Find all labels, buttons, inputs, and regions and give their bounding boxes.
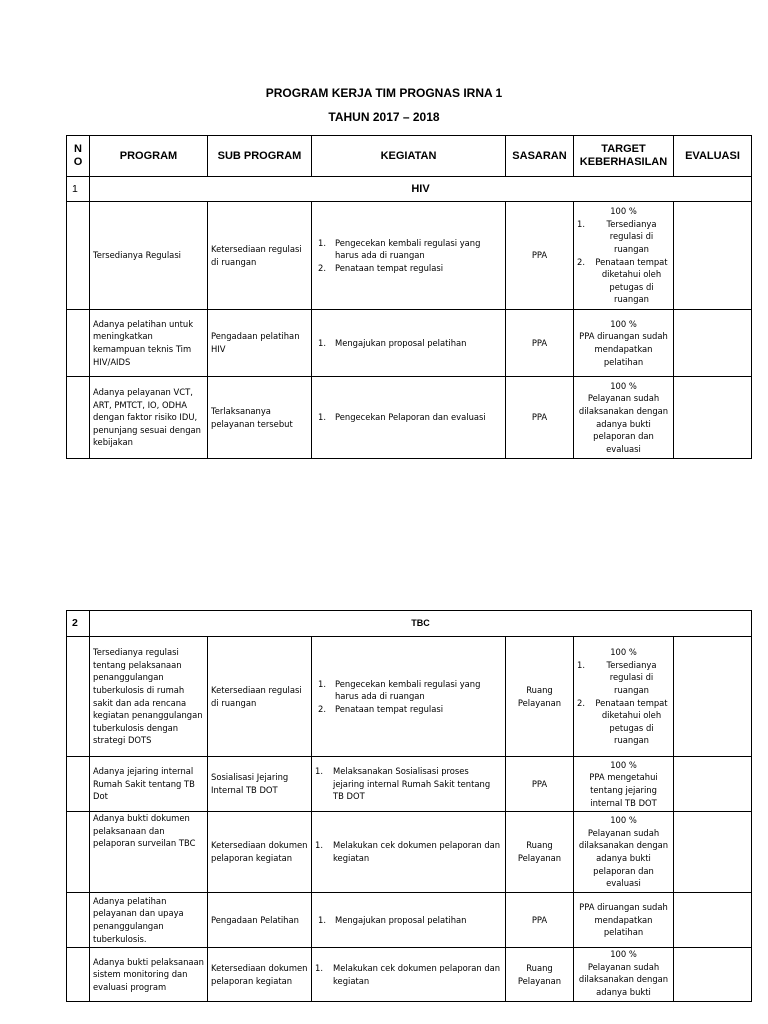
header-row (67, 136, 752, 177)
evaluasi-cell (674, 812, 752, 893)
target-cell (574, 377, 674, 459)
kegiatan-item: 1. Melakukan cek dokumen pelaporan dan kegiatan (315, 962, 502, 987)
col-header-sub-program: SUB PROGRAM (208, 136, 312, 177)
program-cell: Adanya bukti dokumen pelaksanaan dan pelaporan surveilan TBC (90, 812, 208, 893)
sasaran-cell: PPA (506, 377, 574, 459)
program-cell: Adanya bukti pelaksanaan sistem monitoring dan evaluasi program (90, 948, 208, 1002)
sub-program-cell: Ketersediaan regulasi di ruangan (208, 637, 312, 757)
table-row (67, 377, 752, 459)
sub-program-cell: Pengadaan Pelatihan (208, 893, 312, 948)
section-number: 1 (67, 177, 90, 202)
target-percent: 100 % (610, 759, 637, 770)
kegiatan-cell (312, 948, 506, 1002)
kegiatan-item: 1. Mengajukan proposal pelatihan (315, 914, 502, 927)
table-row (67, 893, 752, 948)
target-percent: 100 % (610, 380, 637, 391)
kegiatan-cell (312, 310, 506, 377)
evaluasi-cell (674, 948, 752, 1002)
program-cell: Adanya jejaring internal Rumah Sakit tentang TB Dot (90, 757, 208, 812)
program-table-hiv (66, 135, 752, 459)
section-title: TBC (90, 611, 752, 637)
sub-program-cell: Pengadaan pelatihan HIV (208, 310, 312, 377)
col-header-target-line1: TARGET (601, 143, 646, 155)
kegiatan-item: 1. Pengecekan kembali regulasi yang harus ada di ruangan (315, 678, 502, 703)
kegiatan-item: 1. Melakukan cek dokumen pelaporan dan kegiatan (315, 839, 502, 864)
kegiatan-item: 2. Penataan tempat regulasi (315, 703, 502, 716)
sub-program-cell: Ketersediaan regulasi di ruangan (208, 202, 312, 310)
sasaran-cell: PPA (506, 310, 574, 377)
target-cell (574, 757, 674, 812)
sub-program-cell: Sosialisasi Jejaring Internal TB DOT (208, 757, 312, 812)
target-cell (574, 310, 674, 377)
kegiatan-cell (312, 757, 506, 812)
evaluasi-cell (674, 377, 752, 459)
target-item: 2. Penataan tempat diketahui oleh petugas di ruangan (577, 697, 670, 747)
col-header-target (574, 136, 674, 177)
section-title: HIV (90, 177, 752, 202)
target-cell (574, 637, 674, 757)
target-text: Pelayanan sudah dilaksanakan dengan adanya bukti pelaporan dan evaluasi (578, 393, 669, 454)
program-cell: Adanya pelatihan untuk meningkatkan kemampuan teknis Tim HIV/AIDS (90, 310, 208, 377)
target-percent: 100 % (610, 318, 637, 329)
target-percent: 100 % (610, 206, 637, 217)
sub-program-cell: Ketersediaan dokumen pelaporan kegiatan (208, 812, 312, 893)
kegiatan-cell (312, 202, 506, 310)
program-cell: Adanya pelatihan pelayanan dan upaya penanggulangan tuberkulosis. (90, 893, 208, 948)
program-cell: Adanya pelayanan VCT, ART, PMTCT, IO, ODHA dengan faktor risiko IDU, penunjang sesuai dengan kebijakan (90, 377, 208, 459)
col-header-target-line2: KEBERHASILAN (579, 156, 668, 168)
section-number: 2 (67, 611, 90, 637)
col-header-no (67, 136, 90, 177)
evaluasi-cell (674, 310, 752, 377)
col-header-evaluasi: EVALUASI (674, 136, 752, 177)
table-row (67, 948, 752, 1002)
sub-program-cell: Terlaksananya pelayanan tersebut (208, 377, 312, 459)
sasaran-cell: PPA (506, 893, 574, 948)
sasaran-cell: PPA (506, 757, 574, 812)
col-header-program: PROGRAM (90, 136, 208, 177)
evaluasi-cell (674, 757, 752, 812)
program-cell: Tersedianya Regulasi (90, 202, 208, 310)
kegiatan-item: 1. Melaksanakan Sosialisasi proses jejaring internal Rumah Sakit tentang TB DOT (315, 765, 502, 803)
target-percent: 100 % (610, 949, 637, 959)
target-text: PPA diruangan sudah mendapatkan pelatihan (579, 331, 668, 367)
kegiatan-cell (312, 812, 506, 893)
kegiatan-cell (312, 893, 506, 948)
col-header-no-line2: O (73, 156, 83, 168)
col-header-no-line1: N (74, 143, 82, 155)
sasaran-cell: PPA (506, 202, 574, 310)
table-row (67, 310, 752, 377)
kegiatan-cell (312, 377, 506, 459)
target-item: 1. Tersedianya regulasi di ruangan (577, 659, 670, 697)
kegiatan-item: 2. Penataan tempat regulasi (315, 262, 502, 275)
target-cell (574, 948, 674, 1002)
sasaran-cell: Ruang Pelayanan (506, 637, 574, 757)
sasaran-cell: Ruang Pelayanan (506, 812, 574, 893)
kegiatan-item: 1. Pengecekan Pelaporan dan evaluasi (315, 411, 502, 424)
col-header-kegiatan: KEGIATAN (312, 136, 506, 177)
evaluasi-cell (674, 637, 752, 757)
program-table-tbc (66, 610, 752, 1002)
section-row-tbc (67, 611, 752, 637)
target-text: PPA mengetahui tentang jejaring internal TB DOT (589, 772, 658, 808)
target-item: 2. Penataan tempat diketahui oleh petugas di ruangan (577, 256, 670, 306)
evaluasi-cell (674, 893, 752, 948)
target-text: Pelayanan sudah dilaksanakan dengan adanya bukti pelaporan dan evaluasi (578, 827, 669, 889)
kegiatan-item: 1. Mengajukan proposal pelatihan (315, 337, 502, 350)
table-row (67, 637, 752, 757)
target-cell (574, 202, 674, 310)
table-row (67, 202, 752, 310)
evaluasi-cell (674, 202, 752, 310)
target-item: 1. Tersedianya regulasi di ruangan (577, 218, 670, 256)
document-subtitle: TAHUN 2017 – 2018 (328, 110, 440, 124)
target-percent: 100 % (610, 647, 637, 658)
table-row (67, 757, 752, 812)
kegiatan-item: 1. Pengecekan kembali regulasi yang harus ada di ruangan (315, 237, 502, 262)
kegiatan-cell (312, 637, 506, 757)
document-title: PROGRAM KERJA TIM PROGNAS IRNA 1 (265, 86, 503, 100)
sasaran-cell: Ruang Pelayanan (506, 948, 574, 1002)
target-cell (574, 893, 674, 948)
program-cell: Tersedianya regulasi tentang pelaksanaan penanggulangan tuberkulosis di rumah sakit dan ada rencana kegiatan penanggulangan tuberkulosis dengan strategi DOTS (90, 637, 208, 757)
col-header-sasaran: SASARAN (506, 136, 574, 177)
target-text: Pelayanan sudah dilaksanakan dengan adanya bukti (578, 961, 669, 997)
section-row-hiv (67, 177, 752, 202)
sub-program-cell: Ketersediaan dokumen pelaporan kegiatan (208, 948, 312, 1002)
target-cell (574, 812, 674, 893)
table-row (67, 812, 752, 893)
target-text: PPA diruangan sudah mendapatkan pelatihan (579, 902, 668, 938)
target-percent: 100 % (610, 815, 637, 826)
